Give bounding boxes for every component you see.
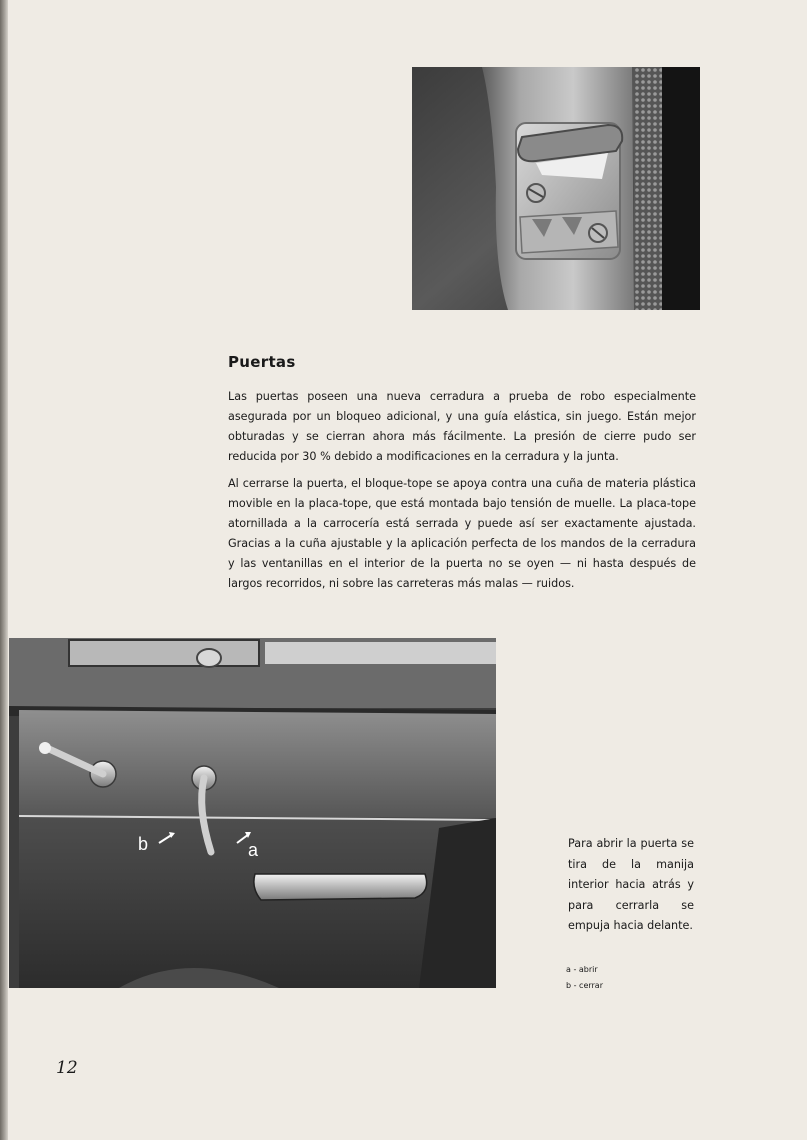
paragraph-striker: Al cerrarse la puerta, el bloque-tope se apoya contra una cuña de materia plástica movible en la placa-tope, que está montada bajo tensión de muelle. La placa-tope atornillada a la carrocería está serrada y puede así ser exactamente ajustada. Gracias a la cuña ajustable y la aplicación perfecta de los mandos de la cerradura y las ventanillas en el interior de la puerta no se oyen — ni hasta después de largos recorridos, ni sobre las carreteras más malas — ruidos. <box>228 477 696 590</box>
section-heading: Puertas <box>228 353 296 371</box>
photo-label-a: a <box>248 840 259 860</box>
photo-caption: Para abrir la puerta se tira de la manija interior hacia atrás y para cerrarla se empuja hacia delante. <box>568 837 694 932</box>
photo-label-b: b <box>138 834 149 854</box>
legend-item-b: b - cerrar <box>566 981 603 990</box>
page-number: 12 <box>56 1058 78 1078</box>
page-edge <box>0 0 8 1140</box>
paragraph-locks: Las puertas poseen una nueva cerradura a prueba de robo especialmente asegurada por un bloqueo adicional, y una guía elástica, sin juego. Están mejor obturadas y se cierran ahora más fácilmente. La presión de cierre pudo ser reducida por 30 % debido a modificaciones en la cerradura y la junta. <box>228 390 696 463</box>
legend-item-a: a - abrir <box>566 965 598 974</box>
photo-legend <box>566 962 603 994</box>
door-lock-photo <box>412 67 700 310</box>
door-interior-photo <box>9 638 496 988</box>
